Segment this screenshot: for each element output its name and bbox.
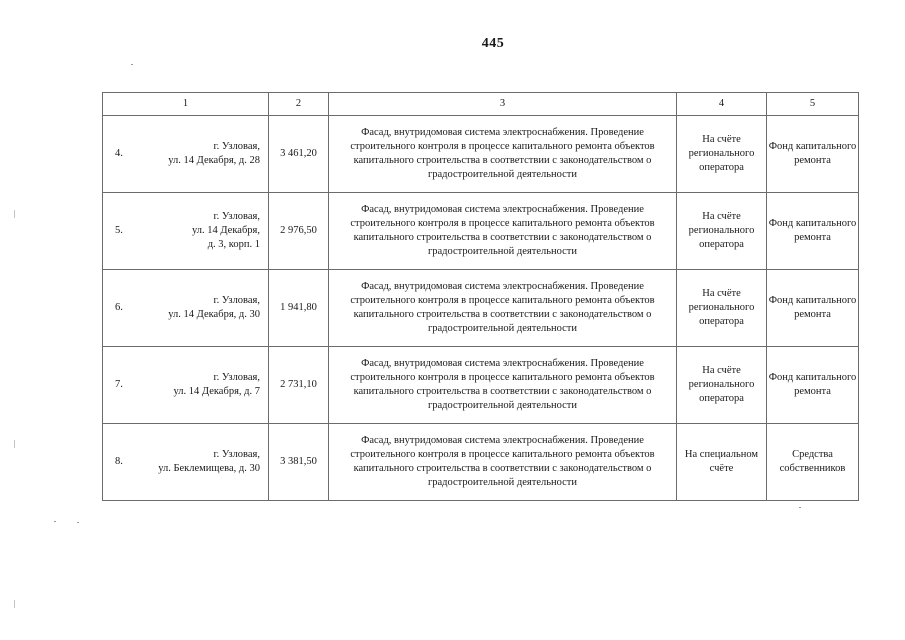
scan-speck (799, 507, 801, 508)
column-header: 4 (677, 93, 767, 116)
table-row (103, 116, 859, 193)
row-number: 8. (115, 456, 123, 467)
scan-margin-mark (14, 210, 15, 218)
row-number: 5. (115, 225, 123, 236)
document-table (102, 92, 859, 501)
scan-speck (54, 521, 56, 522)
page-number: 445 (481, 36, 505, 51)
table-row (103, 424, 859, 501)
scan-margin-mark (14, 600, 15, 608)
address-cell (103, 270, 269, 347)
area-cell: 3 461,20 (269, 116, 329, 193)
account-cell: На специальном счёте (677, 424, 767, 501)
address-cell (103, 424, 269, 501)
row-number: 7. (115, 379, 123, 390)
description-text: Фасад, внутридомовая система электроснабжения. Проведение строительного контроля в процессе капитального ремонта объектов капитального строительства в соответствии с законодательством о градостроительной деятельности (350, 281, 655, 334)
account-cell: На счёте регионального оператора (677, 193, 767, 270)
column-header: 1 (103, 93, 269, 116)
fund-cell: Фонд капитального ремонта (767, 270, 859, 347)
account-cell: На счёте регионального оператора (677, 116, 767, 193)
address-cell (103, 193, 269, 270)
fund-cell: Фонд капитального ремонта (767, 116, 859, 193)
account-cell: На счёте регионального оператора (677, 270, 767, 347)
description-text: Фасад, внутридомовая система электроснабжения. Проведение строительного контроля в процессе капитального ремонта объектов капитального строительства в соответствии с законодательством о градостроительной деятельности (350, 127, 655, 180)
scan-speck (131, 64, 133, 65)
address-cell (103, 347, 269, 424)
area-cell: 2 731,10 (269, 347, 329, 424)
table-row (103, 347, 859, 424)
address-text: г. Узловая, ул. 14 Декабря, д. 7 (173, 372, 260, 397)
description-cell (329, 424, 677, 501)
description-cell (329, 270, 677, 347)
column-header: 3 (329, 93, 677, 116)
row-number: 6. (115, 302, 123, 313)
area-cell: 1 941,80 (269, 270, 329, 347)
scan-speck (77, 522, 79, 523)
description-text: Фасад, внутридомовая система электроснабжения. Проведение строительного контроля в процессе капитального ремонта объектов капитального строительства в соответствии с законодательством о градостроительной деятельности (350, 358, 655, 411)
area-cell: 2 976,50 (269, 193, 329, 270)
address-text: г. Узловая, ул. 14 Декабря, д. 30 (168, 295, 260, 320)
fund-cell: Фонд капитального ремонта (767, 347, 859, 424)
address-text: г. Узловая, ул. 14 Декабря, д. 3, корп. 1 (191, 211, 260, 250)
address-cell (103, 116, 269, 193)
address-text: г. Узловая, ул. Беклемищева, д. 30 (158, 449, 260, 474)
table-header-row (103, 93, 859, 116)
table-row (103, 193, 859, 270)
description-text: Фасад, внутридомовая система электроснабжения. Проведение строительного контроля в процессе капитального ремонта объектов капитального строительства в соответствии с законодательством о градостроительной деятельности (350, 435, 655, 488)
account-cell: На счёте регионального оператора (677, 347, 767, 424)
address-text: г. Узловая, ул. 14 Декабря, д. 28 (168, 141, 260, 166)
fund-cell: Средства собственников (767, 424, 859, 501)
row-number: 4. (115, 148, 123, 159)
table-row (103, 270, 859, 347)
description-cell (329, 193, 677, 270)
column-header: 5 (767, 93, 859, 116)
description-cell (329, 116, 677, 193)
description-text: Фасад, внутридомовая система электроснабжения. Проведение строительного контроля в процессе капитального ремонта объектов капитального строительства в соответствии с законодательством о градостроительной деятельности (350, 204, 655, 257)
fund-cell: Фонд капитального ремонта (767, 193, 859, 270)
column-header: 2 (269, 93, 329, 116)
description-cell (329, 347, 677, 424)
area-cell: 3 381,50 (269, 424, 329, 501)
scan-margin-mark (14, 440, 15, 448)
